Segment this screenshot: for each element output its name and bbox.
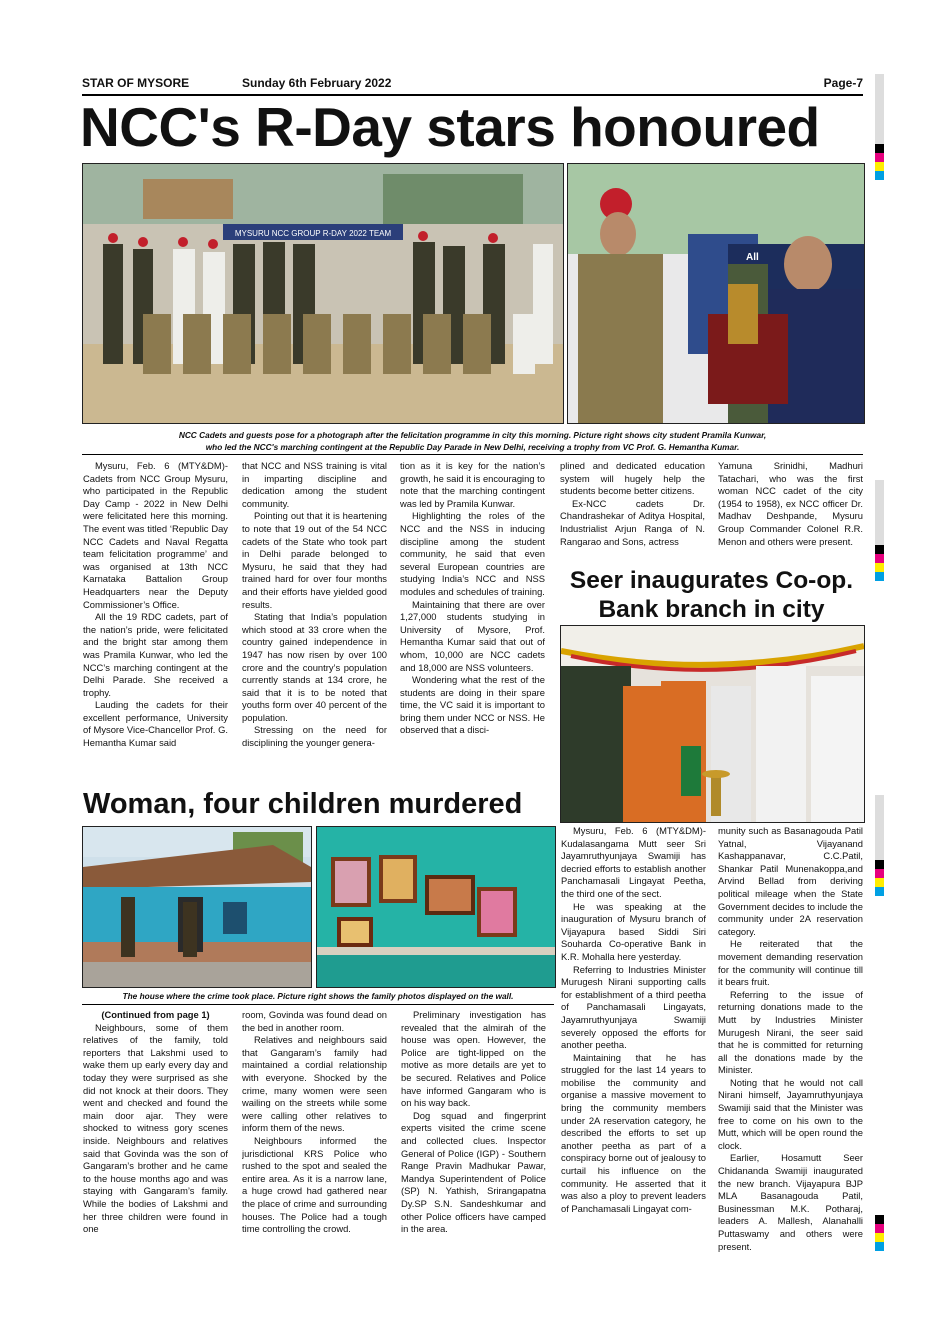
headline-seer-line2: Bank branch in city	[598, 596, 825, 623]
house-illustration	[83, 827, 311, 987]
paragraph: Lauding the cadets for their excellent performance, University of Mysore Vice-Chancellor Prof. G. Hemantha Kumar said	[83, 699, 228, 749]
paragraph: Preliminary investigation has revealed that the almirah of the house was open. However, the Police are tight-lipped on the motive as more details are yet to be secured. Relatives and Police have informed Gangaram who is on his way back.	[401, 1009, 546, 1109]
caption-rule	[82, 1004, 554, 1005]
paragraph: Ex-NCC cadets Dr. Chandrashekar of Aditya Hospital, Industrialist Arjun Ranga of N. Rangarao and Sons, actress	[560, 497, 705, 547]
paragraph: Maintaining that he has struggled for the last 14 years to mobilise the community and organise a massive movement to bring the community members under 2A reservation category, he described the efforts to set up another peetha as part of a conspiracy borne out of jealousy to curtail his influence on the community. He asserted that it was also a ploy to prevent leaders of Panchamasali Lingayat com-	[561, 1051, 706, 1214]
ncc-column-5	[718, 460, 863, 562]
paragraph: He was speaking at the inauguration of Mysuru branch of Vijayapura based Siddi Siri Souharda Co-operative Bank in K.R. Mohalla here yesterday.	[561, 900, 706, 962]
registration-marks	[875, 144, 884, 180]
ncc-group-illustration	[83, 164, 563, 423]
masthead	[82, 74, 863, 96]
murder-column-1	[83, 1009, 228, 1265]
headline-ncc: NCC's R-Day stars honoured	[80, 96, 820, 158]
headline-seer	[560, 566, 863, 624]
ncc-column-3	[400, 460, 545, 778]
paragraph: Relatives and neighbours said that Gangaram’s family had maintained a cordial relationship with everyone. Shocked by the crime, many women were seen wailing on the streets while some were calling other relatives to inform them of the news.	[242, 1034, 387, 1134]
paragraph: Neighbours, some of them relatives of the family, told reporters that Lakshmi used to wake them up early every day and today they were surprised as she did not knock at their doors. They went and checked and found the main door ajar. They were shocked to witness gory scenes inside. Neighbours and relatives said that Govinda was the son of Gangaram’s brother and he came to the house months ago and was staying with Gangaram’s family. While the bodies of Lakshmi and her three children were found in one	[83, 1021, 228, 1235]
paragraph: Dog squad and fingerprint experts visited the crime scene and collected clues. Inspector General of Police (IGP) - Southern Range Pravin Madhukar Pawar, Mandya Superintendent of Police (SP) N. Yathish, Srirangapatna Dy.SP S.N. Sandeshkumar and other Police officers have camped in the area.	[401, 1109, 546, 1235]
trophy-illustration	[568, 164, 864, 423]
issue-date: Sunday 6th February 2022	[242, 76, 392, 90]
photo-sign-text: All	[746, 252, 759, 263]
photo-ncc-group	[82, 163, 564, 424]
paragraph: Mysuru, Feb. 6 (MTY&DM)- Kudalasangama Mutt seer Sri Jayamruthyunjaya Swamiji has decried efforts to establish another Panchamasali Lingayat Peetha, the third one of the sect.	[561, 825, 706, 899]
photo-seer-inauguration	[560, 625, 865, 823]
paragraph: Pointing out that it is heartening to note that 19 out of the 54 NCC cadets of the State who took part in Delhi parade belonged to Mysuru, he said that they had trained hard for over four months and their efforts have yielded good results.	[242, 510, 387, 610]
murder-column-3	[401, 1009, 546, 1265]
caption-rule	[82, 454, 863, 455]
paragraph: plined and dedicated education system will hugely help the students become better citizens.	[560, 460, 705, 497]
ncc-column-2	[242, 460, 387, 778]
paragraph: munity such as Basanagouda Patil Yatnal, Vijayanand Kashappanavar, C.C.Patil, Shankar Patil Munenakoppa,and Arvind Bellad from deriving political mileage when the State Government decides to include the community under 2A reservation category.	[718, 825, 863, 937]
paragraph: Noting that he would not call Nirani himself, Jayamruthyunjaya Swamiji said that the Minister was free to come on his own to the Mutt, which will be open round the clock.	[718, 1076, 863, 1151]
caption-murder: The house where the crime took place. Picture right shows the family photos displayed on the wall.	[122, 991, 514, 1001]
paragraph: Earlier, Hosamutt Seer Chidananda Swamiji inaugurated the new branch. Vijayapura BJP MLA Basanagouda Patil, Businessman M.K. Potharaj, leaders A. Mallesh, Alanahalli Puttaswamy and others were present.	[718, 1152, 863, 1252]
seer-column-2	[718, 825, 863, 1265]
seer-illustration	[561, 626, 864, 822]
registration-bar	[875, 480, 884, 545]
ncc-column-1	[83, 460, 228, 778]
paragraph: Maintaining that there are over 1,27,000 students studying in University of Mysore, Prof. Hemantha Kumar said that out of whom, 10,000 are NCC cadets and 18,000 are NSS volunteers.	[400, 598, 545, 673]
seer-column-1	[561, 825, 706, 1265]
murder-column-2	[242, 1009, 387, 1265]
paragraph: Stating that India’s population which stood at 33 crore when the country gained independence in 1947 has now risen by over 100 crore and the country’s population currently stands at 134 crore, he said that it is to be noted that youths form over 40 percent of the population.	[242, 611, 387, 723]
headline-murder: Woman, four children murdered	[83, 788, 523, 820]
paragraph: that NCC and NSS training is vital in imparting discipline and dedication among the student community.	[242, 460, 387, 509]
paragraph: Yamuna Srinidhi, Madhuri Tatachari, who was the first woman NCC cadet of the city (1954 to 1958), ex NCC officer Dr. Madhav Deshpande, Mysuru Group Commander Colonel R.R. Menon and others were present.	[718, 460, 863, 547]
paragraph: Stressing on the need for disciplining the younger genera-	[242, 724, 387, 749]
continued-note: (Continued from page 1)	[101, 1009, 210, 1020]
wall-illustration	[317, 827, 555, 987]
paragraph: All the 19 RDC cadets, part of the nation’s pride, were felicitated and the bright star among them was Pramila Kunwar, who led the NCC’s marching contingent at the Delhi Parade. She received a trophy.	[83, 611, 228, 698]
paragraph: Highlighting the roles of the NCC and the NSS in inducing discipline among the student community, he said that even several European countries are studying India’s NCC and NSS modules and schedules of training.	[400, 510, 545, 597]
paragraph: He reiterated that the movement demanding reservation for the community will continue till it bears fruit.	[718, 938, 863, 988]
paragraph: Wondering what the rest of the students are doing in their spare time, the VC said it is important to bring them under NCC or NSS. He observed that a disci-	[400, 674, 545, 736]
paragraph: Mysuru, Feb. 6 (MTY&DM)- Cadets from NCC Group Mysuru, who participated in the Republic Day Camp - 2022 in New Delhi were felicitated here this morning. The event was titled ‘Republic Day NCC Cadets and Naval Regatta team felicitation programme’ and was organised at 13th NCC Karnataka Battalion Group Headquarters near the Deputy Commissioner’s Office.	[83, 460, 228, 610]
ncc-column-4	[560, 460, 705, 562]
paragraph: tion as it is key for the nation’s growth, he said it is encouraging to note that the marching contingent was led by Pramila Kunwar.	[400, 460, 545, 509]
photo-trophy	[567, 163, 865, 424]
paragraph: Neighbours informed the jurisdictional KRS Police who rushed to the spot and sealed the entire area. As it is a narrow lane, a huge crowd had gathered near the place of crime and surrounding houses. The Police had a tough time controlling the crowd.	[242, 1134, 387, 1235]
paragraph: Referring to Industries Minister Murugesh Nirani supporting calls for establishment of a third peetha of Panchamasali Lingayats, Jayamruthyunjaya Swamiji severely opposed the efforts for another peetha.	[561, 963, 706, 1051]
headline-seer-line1: Seer inaugurates Co-op.	[569, 567, 854, 594]
registration-bar	[875, 74, 884, 144]
caption-ncc-line1: NCC Cadets and guests pose for a photograph after the felicitation programme in city this morning. Picture right shows city student Pramila Kunwar,	[178, 430, 767, 440]
photo-house	[82, 826, 312, 988]
registration-marks	[875, 860, 884, 896]
paragraph: Referring to the issue of returning donations made to the Mutt by Industries Minister Murugesh Nirani, the seer said that he is committed for returning all the donations made by the Minister.	[718, 988, 863, 1076]
caption-ncc-line2: who led the NCC's marching contingent at the Republic Day Parade in New Delhi, receiving a trophy from VC Prof. G. Hemantha Kumar.	[205, 442, 740, 452]
page-number: Page-7	[823, 76, 863, 90]
caption-ncc	[82, 429, 863, 453]
photo-banner-text: MYSURU NCC GROUP R-DAY 2022 TEAM	[234, 229, 392, 238]
registration-marks	[875, 1215, 884, 1251]
paper-name: STAR OF MYSORE	[82, 76, 190, 90]
photo-family-wall	[316, 826, 556, 988]
registration-marks	[875, 545, 884, 581]
registration-bar	[875, 795, 884, 860]
paragraph: room, Govinda was found dead on the bed in another room.	[242, 1009, 387, 1033]
